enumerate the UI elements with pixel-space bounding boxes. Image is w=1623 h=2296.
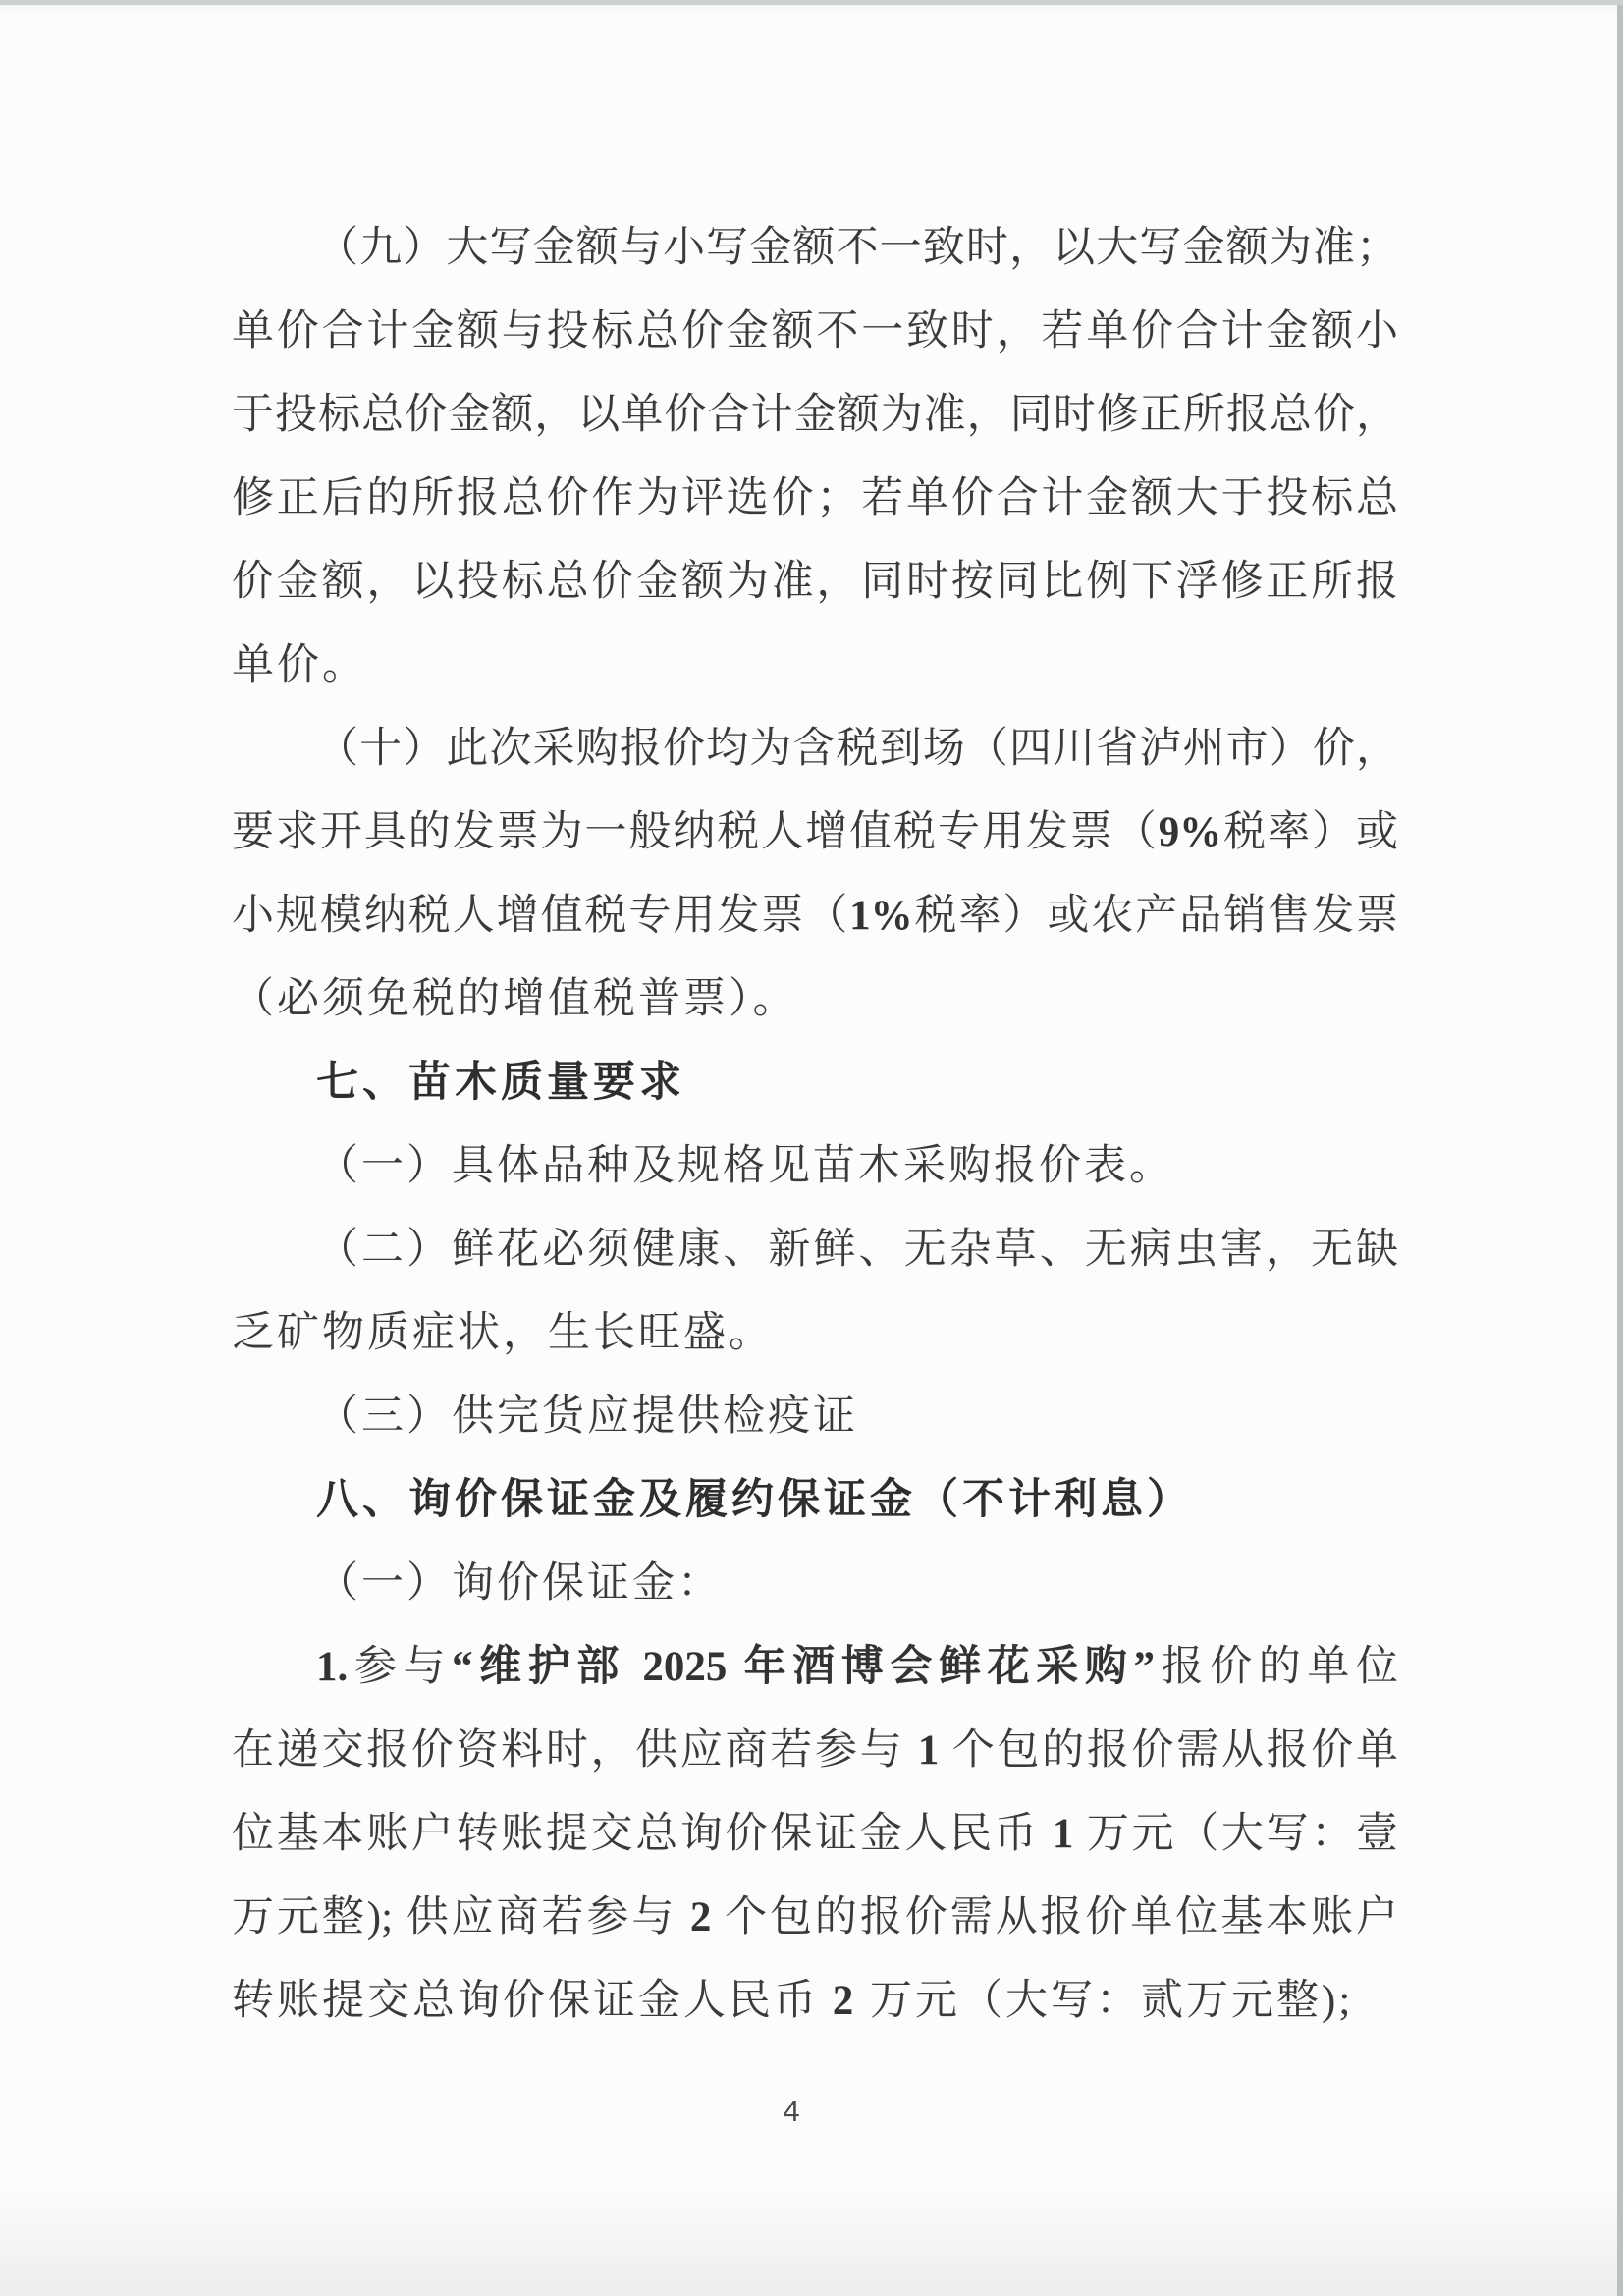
text-line: （二）鲜花必须健康、新鲜、无杂草、无病虫害，无缺 bbox=[316, 1227, 1398, 1273]
text-line: 单价。 bbox=[232, 642, 367, 688]
text-line: 于投标总价金额，以单价合计金额为准，同时修正所报总价， bbox=[232, 392, 1398, 438]
scan-edge-top bbox=[0, 0, 1623, 5]
text-line: 位基本账户转账提交总询价保证金人民币 1 万元（大写：壹 bbox=[232, 1811, 1399, 1857]
text-line: （一）具体品种及规格见苗木采购报价表。 bbox=[316, 1143, 1174, 1189]
page-footer bbox=[232, 2094, 1351, 2129]
document-body bbox=[232, 206, 1398, 2043]
text-line: （一）询价保证金： bbox=[316, 1560, 723, 1607]
section-heading: 八、询价保证金及履约保证金（不计利息） bbox=[316, 1476, 1193, 1523]
text-line: 修正后的所报总价作为评选价；若单价合计金额大于投标总 bbox=[232, 475, 1398, 521]
page-number: 4 bbox=[783, 2094, 800, 2128]
text-line: 转账提交总询价保证金人民币 2 万元（大写：贰万元整); bbox=[232, 1978, 1354, 2024]
section-heading: 七、苗木质量要求 bbox=[316, 1059, 685, 1106]
text-line: 在递交报价资料时，供应商若参与 1 个包的报价需从报价单 bbox=[232, 1727, 1399, 1774]
text-line: 乏矿物质症状，生长旺盛。 bbox=[232, 1310, 774, 1356]
text-line: （必须免税的增值税普票）。 bbox=[232, 976, 798, 1022]
text-line: （十）此次采购报价均为含税到场（四川省泸州市）价， bbox=[316, 726, 1398, 772]
text-line: 单价合计金额与投标总价金额不一致时，若单价合计金额小 bbox=[232, 308, 1398, 355]
text-line: 万元整); 供应商若参与 2 个包的报价需从报价单位基本账户 bbox=[232, 1894, 1398, 1941]
text-line: 小规模纳税人增值税专用发票（1%税率）或农产品销售发票 bbox=[232, 893, 1399, 939]
text-line: （九）大写金额与小写金额不一致时，以大写金额为准； bbox=[316, 225, 1398, 271]
text-line: （三）供完货应提供检疫证 bbox=[316, 1394, 858, 1440]
text-line: 1.参与“维护部 2025 年酒博会鲜花采购”报价的单位 bbox=[316, 1644, 1399, 1690]
scan-edge-right bbox=[1617, 5, 1623, 2296]
text-line: 要求开具的发票为一般纳税人增值税专用发票（9%税率）或 bbox=[232, 809, 1399, 855]
text-line: 价金额，以投标总价金额为准，同时按同比例下浮修正所报 bbox=[232, 559, 1398, 605]
